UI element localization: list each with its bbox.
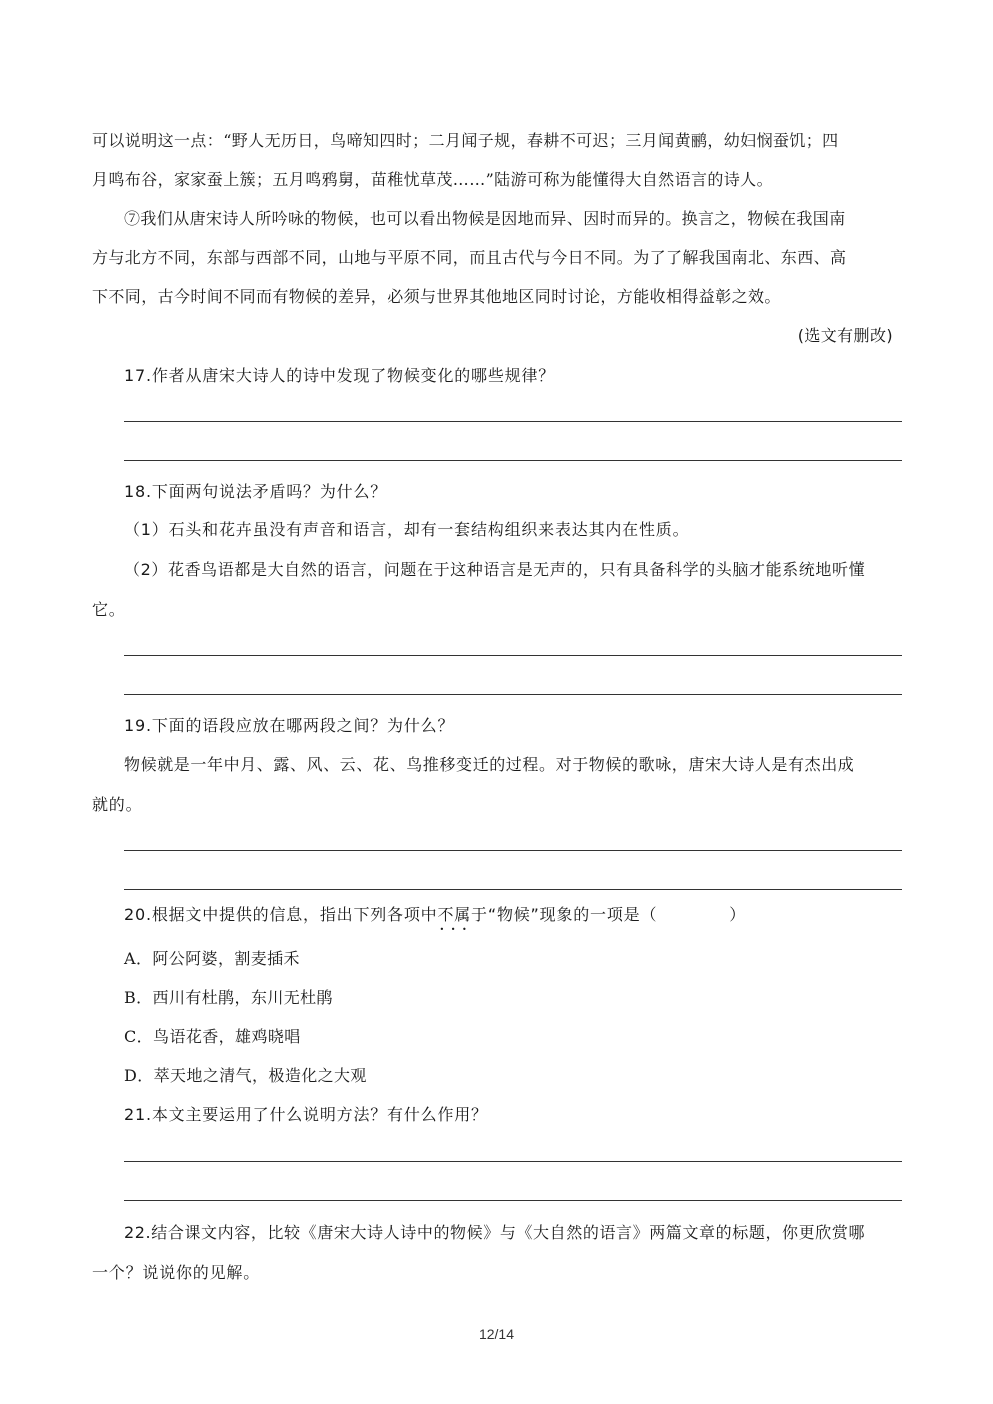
answer-line-17a[interactable]: [124, 421, 902, 422]
passage-p2-line2: 方与北方不同，东部与西部不同，山地与平原不同，而且古代与今日不同。为了了解我国南北、东西、高: [92, 248, 847, 267]
answer-line-19a[interactable]: [124, 850, 902, 851]
question-20-option-b: B．西川有杜鹃，东川无杜鹃: [124, 988, 333, 1007]
question-20: [124, 905, 934, 925]
page-number: 12/14: [478, 1326, 515, 1342]
question-20-option-d: D．萃天地之清气，极造化之大观: [124, 1066, 367, 1085]
question-18-item-2-line1: （2）花香鸟语都是大自然的语言，问题在于这种语言是无声的，只有具备科学的头脑才能系统地听懂: [124, 560, 866, 579]
passage-p1-line2: 月鸣布谷，家家蚕上簇；五月鸣鸦舅，苗稚忧草茂……”陆游可称为能懂得大自然语言的诗人。: [92, 170, 773, 189]
passage-p2-line3: 下不同，古今时间不同而有物候的差异，必须与世界其他地区同时讨论，方能收相得益彰之效。: [92, 287, 781, 306]
question-20-text-after: “物候”现象的一项是（: [487, 905, 658, 924]
passage-p1-line1: 可以说明这一点：“野人无历日，鸟啼知四时；二月闻子规，春耕不可迟；三月闻黄鹂，幼妇悯蚕饥；四: [92, 131, 839, 150]
question-19-quote-line1: 物候就是一年中月、露、风、云、花、鸟推移变迁的过程。对于物候的歌咏，唐宋大诗人是有杰出成: [124, 755, 855, 774]
passage-p2-line1: ⑦我们从唐宋诗人所吟咏的物候，也可以看出物候是因地而异、因时而异的。换言之，物候在我国南: [124, 209, 846, 228]
question-17: 17.作者从唐宋大诗人的诗中发现了物候变化的哪些规律？: [124, 366, 556, 385]
question-20-text-close: ）: [729, 905, 747, 924]
question-18-item-2-line2: 它。: [92, 600, 126, 619]
question-22-line2: 一个？说说你的见解。: [92, 1263, 261, 1282]
answer-line-18a[interactable]: [124, 655, 902, 656]
answer-line-17b[interactable]: [124, 460, 902, 461]
question-22-line1: 22.结合课文内容，比较《唐宋大诗人诗中的物候》与《大自然的语言》两篇文章的标题，你更欣赏哪: [124, 1223, 866, 1242]
answer-line-19b[interactable]: [124, 889, 902, 890]
question-21: 21.本文主要运用了什么说明方法？有什么作用？: [124, 1105, 488, 1124]
question-18-item-1: （1）石头和花卉虽没有声音和语言，却有一套结构组织来表达其内在性质。: [124, 520, 690, 539]
answer-line-18b[interactable]: [124, 694, 902, 695]
question-20-emphasis: 不属于 • • •: [437, 905, 487, 924]
question-20-text-before: 20.根据文中提供的信息，指出下列各项中: [124, 905, 438, 924]
question-19-quote-line2: 就的。: [92, 795, 143, 814]
question-19: 19.下面的语段应放在哪两段之间？为什么？: [124, 716, 455, 735]
passage-note: (选文有删改): [797, 326, 893, 345]
question-20-option-c: C．鸟语花香，雄鸡晓唱: [124, 1027, 301, 1046]
answer-line-21b[interactable]: [124, 1200, 902, 1201]
answer-line-21a[interactable]: [124, 1161, 902, 1162]
question-20-option-a: A．阿公阿婆，割麦插禾: [124, 949, 300, 968]
question-18: 18.下面两句说法矛盾吗？为什么？: [124, 482, 388, 501]
